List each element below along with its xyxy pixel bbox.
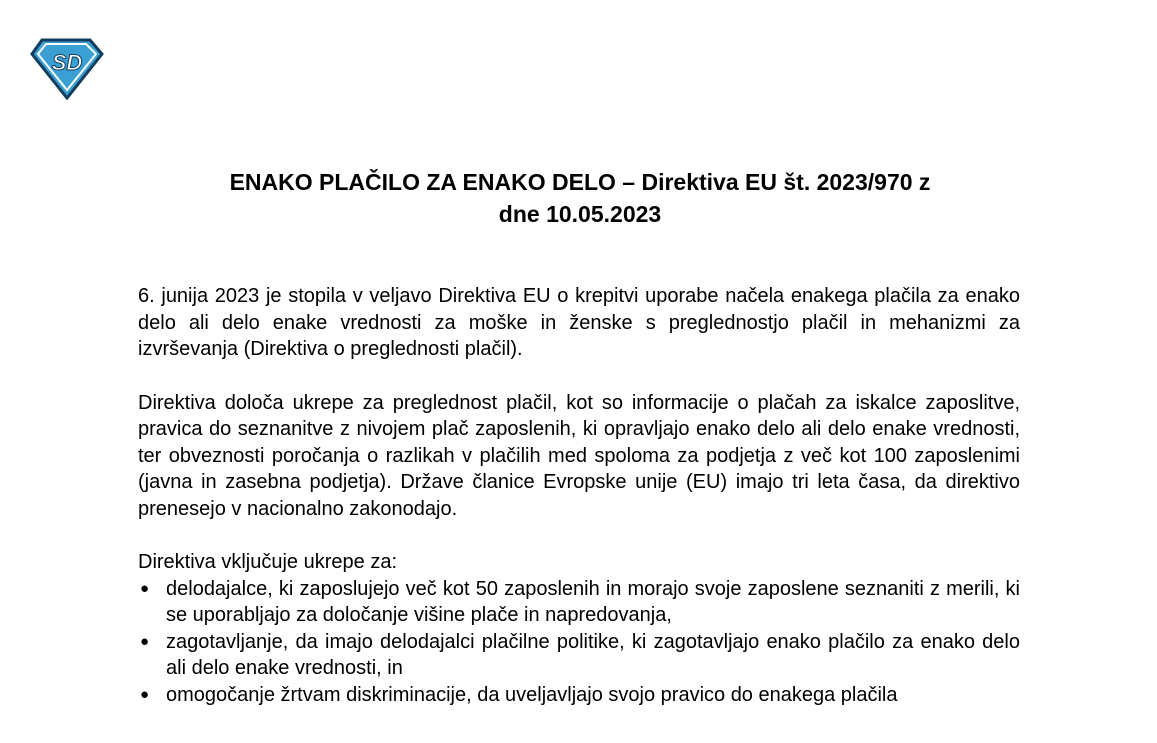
list-item — [138, 629, 1020, 682]
bullet-icon: ● — [140, 632, 150, 650]
measures-list — [138, 576, 1020, 709]
list-item-text: zagotavljanje, da imajo delodajalci plačilne politike, ki zagotavljajo enako plačilo za enako delo ali delo enake vrednosti, in — [166, 630, 1020, 679]
company-logo — [30, 38, 104, 100]
title-line-2: dne 10.05.2023 — [498, 201, 662, 227]
paragraph-1: 6. junija 2023 je stopila v veljavo Direktiva EU o krepitvi uporabe načela enakega plačila za enako delo ali delo enake vrednosti za moške in ženske s preglednostjo plačil in mehanizmi za izvrševanja (Direktiva o preglednosti plačil). — [138, 285, 1020, 360]
bullet-icon: ● — [140, 579, 150, 597]
list-item — [138, 576, 1020, 629]
logo-lettering: SD — [51, 50, 83, 75]
paragraph-2: Direktiva določa ukrepe za preglednost plačil, kot so informacije o plačah za iskalce zaposlitve, pravica do seznanitve z nivojem plač zaposlenih, ki opravljajo enako delo ali delo enake vrednosti, ter obveznosti poročanja o razlikah v plačilih med spoloma za podjetja z več kot 100 zaposlenimi (javna in zasebna podjetja). Države članice Evropske unije (EU) imajo tri leta časa, da direktivo prenesejo v nacionalno zakonodajo. — [138, 391, 1020, 520]
list-intro: Direktiva vključuje ukrepe za: — [138, 551, 397, 573]
diamond-logo-icon — [30, 38, 104, 100]
list-item-text: omogočanje žrtvam diskriminacije, da uveljavljajo svojo pravico do enakega plačila — [166, 683, 898, 706]
list-item-text: delodajalce, ki zaposlujejo več kot 50 zaposlenih in morajo svoje zaposlene seznaniti z merili, ki se uporabljajo za določanje višine plače in napredovanja, — [166, 577, 1020, 626]
document-body — [138, 283, 1020, 708]
title-line-1: ENAKO PLAČILO ZA ENAKO DELO – Direktiva EU št. 2023/970 z — [229, 169, 931, 195]
document-title — [140, 166, 1020, 230]
bullet-icon: ● — [140, 685, 150, 703]
list-item — [138, 682, 1020, 709]
